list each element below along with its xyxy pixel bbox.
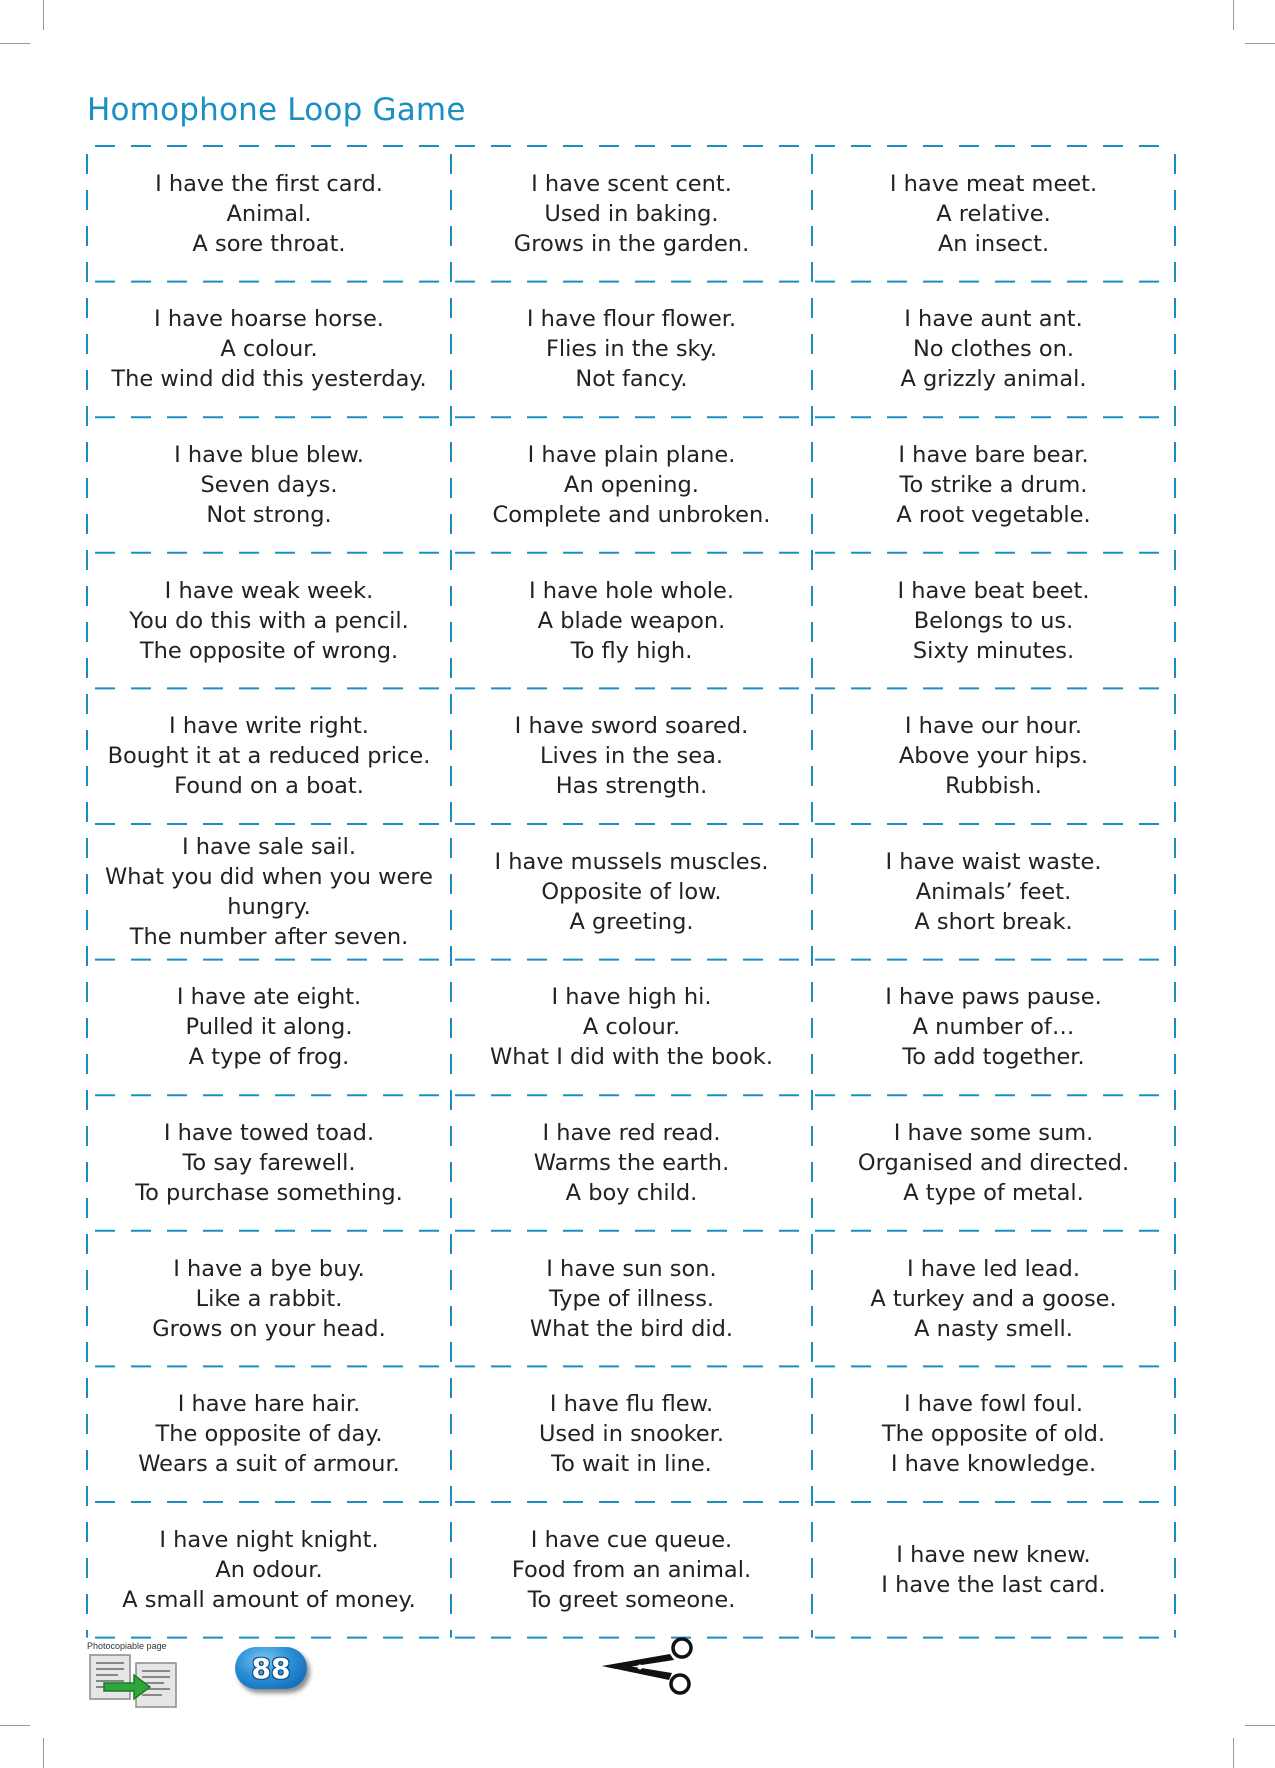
loop-card — [451, 146, 812, 282]
card-line: A blade weapon. — [537, 607, 726, 634]
loop-card — [87, 824, 451, 960]
card-line: Organised and directed. — [857, 1149, 1130, 1176]
card-line: Belongs to us. — [913, 607, 1074, 634]
card-line: An insect. — [937, 230, 1050, 257]
loop-card — [87, 417, 451, 553]
loop-card — [451, 688, 812, 824]
card-line: Wears a suit of armour. — [138, 1451, 400, 1478]
card-line: I have scent cent. — [531, 170, 732, 197]
card-line: I have hole whole. — [528, 577, 735, 604]
card-line: Like a rabbit. — [195, 1285, 343, 1312]
card-line: A sore throat. — [192, 230, 346, 257]
photocopiable-label: Photocopiable page — [87, 1641, 167, 1651]
card-line: I have flour flower. — [526, 306, 737, 333]
card-line: A colour. — [220, 336, 318, 363]
loop-card — [812, 417, 1175, 553]
loop-card — [87, 1502, 451, 1638]
card-line: What I did with the book. — [490, 1044, 773, 1071]
loop-card — [87, 960, 451, 1096]
card-line: I have paws pause. — [885, 984, 1102, 1011]
loop-card — [87, 1231, 451, 1367]
crop-mark — [1245, 43, 1275, 44]
card-line: To say farewell. — [182, 1149, 356, 1176]
card-line: I have flu flew. — [549, 1391, 714, 1418]
card-line: I have knowledge. — [890, 1451, 1097, 1478]
card-line: Not fancy. — [575, 366, 688, 393]
card-line: A boy child. — [565, 1179, 698, 1206]
card-line: Animal. — [226, 200, 312, 227]
loop-card — [812, 1502, 1175, 1638]
loop-card — [451, 1366, 812, 1502]
scissors-icon — [600, 1636, 696, 1698]
card-line: An opening. — [564, 471, 699, 498]
loop-card — [451, 960, 812, 1096]
card-line: What you did when you were — [105, 863, 433, 890]
card-line: Found on a boat. — [174, 773, 364, 800]
card-line: I have hare hair. — [177, 1391, 361, 1418]
loop-card — [451, 417, 812, 553]
card-line: Warms the earth. — [533, 1149, 730, 1176]
loop-card — [812, 1231, 1175, 1367]
card-line: Seven days. — [200, 471, 338, 498]
card-line: I have plain plane. — [527, 441, 736, 468]
card-line: To purchase something. — [135, 1179, 403, 1206]
card-line: A nasty smell. — [914, 1315, 1073, 1342]
crop-mark — [1233, 1738, 1234, 1768]
card-line: You do this with a pencil. — [129, 607, 409, 634]
card-line: Used in snooker. — [538, 1421, 725, 1448]
card-line: I have blue blew. — [174, 441, 364, 468]
crop-mark — [43, 0, 44, 30]
card-line: To add together. — [902, 1044, 1085, 1071]
crop-mark — [1245, 1725, 1275, 1726]
card-line: To fly high. — [570, 637, 693, 664]
card-line: The number after seven. — [129, 923, 409, 950]
card-line: I have write right. — [169, 713, 369, 740]
card-line: To wait in line. — [551, 1451, 712, 1478]
card-line: I have a bye buy. — [173, 1255, 365, 1282]
photocopy-icon — [88, 1653, 180, 1709]
card-line: No clothes on. — [912, 336, 1075, 363]
loop-card — [87, 1095, 451, 1231]
loop-card — [812, 824, 1175, 960]
card-line: A grizzly animal. — [900, 366, 1087, 393]
card-line: Animals’ feet. — [915, 878, 1072, 905]
card-line: A type of metal. — [903, 1179, 1084, 1206]
loop-card — [87, 553, 451, 689]
card-line: Rubbish. — [945, 773, 1042, 800]
card-line: I have meat meet. — [889, 170, 1098, 197]
card-line: Bought it at a reduced price. — [107, 743, 431, 770]
card-line: To strike a drum. — [899, 471, 1088, 498]
page-number: 88 — [251, 1651, 291, 1685]
card-line: I have sword soared. — [514, 713, 749, 740]
card-line: The opposite of wrong. — [139, 637, 399, 664]
loop-card — [812, 1095, 1175, 1231]
card-line: I have sun son. — [546, 1255, 717, 1282]
loop-card — [812, 282, 1175, 418]
card-line: I have mussels muscles. — [494, 848, 769, 875]
card-line: Complete and unbroken. — [492, 501, 771, 528]
loop-card — [812, 553, 1175, 689]
card-line: I have high hi. — [551, 984, 712, 1011]
card-line: Lives in the sea. — [539, 743, 724, 770]
card-line: I have red read. — [542, 1119, 721, 1146]
loop-card — [87, 1366, 451, 1502]
card-line: A greeting. — [569, 908, 694, 935]
card-line: To greet someone. — [527, 1586, 736, 1613]
crop-mark — [0, 1725, 30, 1726]
card-line: Above your hips. — [898, 743, 1089, 770]
card-line: I have beat beet. — [897, 577, 1090, 604]
card-line: Has strength. — [555, 773, 708, 800]
card-line: A small amount of money. — [122, 1586, 416, 1613]
loop-card — [812, 688, 1175, 824]
card-line: A type of frog. — [188, 1044, 350, 1071]
card-line: A short break. — [914, 908, 1073, 935]
card-line: A root vegetable. — [896, 501, 1091, 528]
card-line: I have our hour. — [904, 713, 1083, 740]
loop-card — [87, 688, 451, 824]
loop-card — [451, 1231, 812, 1367]
loop-card — [451, 553, 812, 689]
card-line: Grows in the garden. — [513, 230, 750, 257]
card-line: A number of… — [912, 1014, 1075, 1041]
card-line: Flies in the sky. — [545, 336, 718, 363]
card-line: I have sale sail. — [181, 833, 357, 860]
loop-card — [87, 282, 451, 418]
card-line: A relative. — [936, 200, 1051, 227]
loop-card — [451, 1095, 812, 1231]
card-line: I have fowl foul. — [904, 1391, 1083, 1418]
card-line: I have cue queue. — [530, 1526, 733, 1553]
card-line: Pulled it along. — [185, 1014, 353, 1041]
card-line: The opposite of old. — [881, 1421, 1106, 1448]
loop-card — [812, 960, 1175, 1096]
card-line: I have some sum. — [893, 1119, 1094, 1146]
card-line: Grows on your head. — [152, 1315, 386, 1342]
card-line: hungry. — [227, 893, 311, 920]
loop-card — [812, 1366, 1175, 1502]
card-line: I have waist waste. — [885, 848, 1102, 875]
card-line: Not strong. — [206, 501, 332, 528]
card-line: What the bird did. — [529, 1315, 734, 1342]
card-line: Food from an animal. — [511, 1556, 752, 1583]
loop-card — [451, 824, 812, 960]
loop-card — [451, 1502, 812, 1638]
card-line: Sixty minutes. — [912, 637, 1075, 664]
loop-card — [812, 146, 1175, 282]
card-line: I have the first card. — [155, 170, 383, 197]
card-line: I have aunt ant. — [904, 306, 1083, 333]
card-line: I have weak week. — [164, 577, 374, 604]
card-line: A turkey and a goose. — [870, 1285, 1117, 1312]
card-line: The wind did this yesterday. — [111, 366, 427, 393]
card-line: A colour. — [582, 1014, 681, 1041]
card-line: I have led lead. — [907, 1255, 1080, 1282]
card-line: I have towed toad. — [163, 1119, 375, 1146]
page-number-badge — [235, 1647, 307, 1689]
card-line: Opposite of low. — [541, 878, 722, 905]
card-line: I have night knight. — [159, 1526, 379, 1553]
card-line: I have ate eight. — [176, 984, 362, 1011]
card-line: I have new knew. — [896, 1541, 1091, 1568]
crop-mark — [1233, 0, 1234, 30]
loop-card — [451, 282, 812, 418]
card-line: Type of illness. — [548, 1285, 715, 1312]
crop-mark — [0, 43, 30, 44]
card-line: An odour. — [215, 1556, 323, 1583]
card-line: I have bare bear. — [898, 441, 1089, 468]
crop-mark — [43, 1738, 44, 1768]
card-line: The opposite of day. — [155, 1421, 383, 1448]
loop-card — [87, 146, 451, 282]
card-line: I have the last card. — [881, 1571, 1106, 1598]
page-title: Homophone Loop Game — [87, 92, 466, 128]
card-line: Used in baking. — [544, 200, 719, 227]
card-line: I have hoarse horse. — [154, 306, 384, 333]
